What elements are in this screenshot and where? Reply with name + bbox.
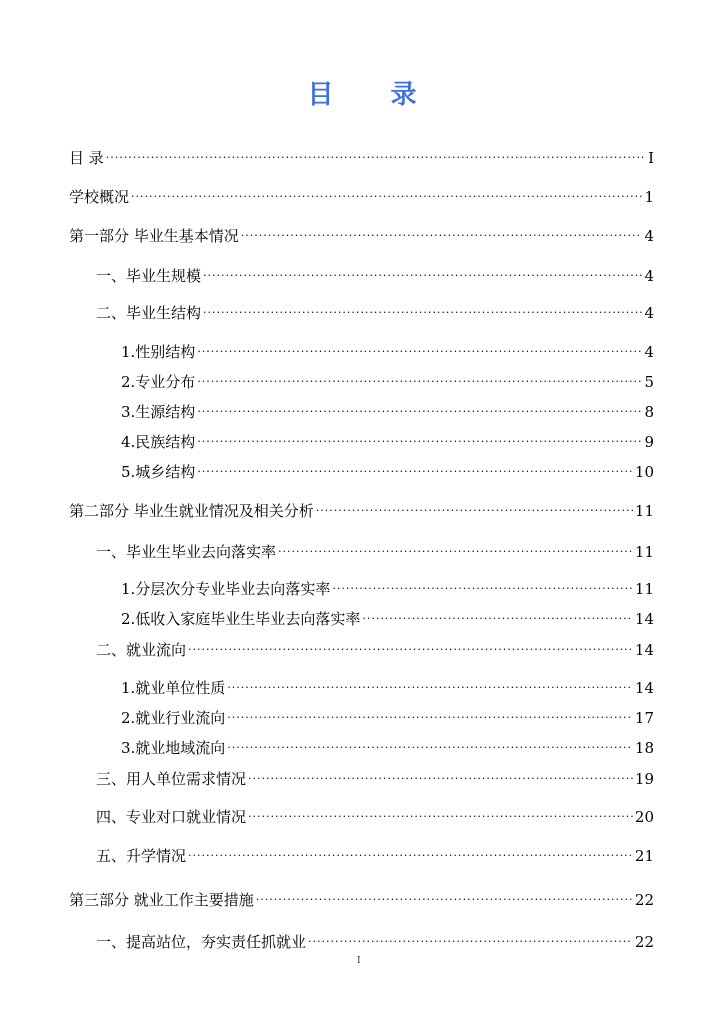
toc-page-number: 10 xyxy=(634,463,654,481)
toc-entry-label: 1.就业单位性质 xyxy=(121,679,226,697)
toc-entry-part-2[interactable] xyxy=(69,496,654,520)
toc-entry-2-2-2[interactable] xyxy=(121,703,654,727)
toc-title: 目 录 xyxy=(307,80,441,110)
toc-entry-label: 第二部分 毕业生就业情况及相关分析 xyxy=(69,502,314,520)
toc-entry-label: 2.就业行业流向 xyxy=(121,709,226,727)
toc-page-number: 14 xyxy=(634,679,654,697)
toc-page-number: 14 xyxy=(634,641,654,659)
toc-page-number: 14 xyxy=(634,610,654,628)
dot-leader xyxy=(227,703,633,723)
toc-page-number: 11 xyxy=(634,543,654,561)
toc-entry-label: 学校概况 xyxy=(69,188,130,206)
toc-page-number: 1 xyxy=(644,188,654,206)
toc-entry-label: 二、就业流向 xyxy=(96,641,187,659)
toc-entry-2-1-1[interactable] xyxy=(121,574,654,598)
toc-entry-1-2-1[interactable] xyxy=(121,337,654,361)
toc-entry-label: 三、用人单位需求情况 xyxy=(96,770,247,788)
dot-leader xyxy=(197,367,642,387)
toc-entry-3-1[interactable] xyxy=(96,927,654,951)
toc-page-number: 8 xyxy=(644,403,654,421)
toc-entry-1-2[interactable] xyxy=(96,298,654,322)
toc-page-number: 22 xyxy=(634,891,654,909)
toc-entry-label: 1.分层次分专业毕业去向落实率 xyxy=(121,580,331,598)
toc-page-number: 11 xyxy=(634,502,654,520)
toc-entry-label: 二、毕业生结构 xyxy=(96,304,202,322)
toc-page-number: 17 xyxy=(634,709,654,727)
dot-leader xyxy=(203,298,642,318)
dot-leader xyxy=(278,537,633,557)
toc-entry-2-3[interactable] xyxy=(96,764,654,788)
toc-page-number: 18 xyxy=(634,739,654,757)
toc-entry-label: 1.性别结构 xyxy=(121,343,196,361)
toc-entry-2-4[interactable] xyxy=(96,802,654,826)
toc-entry-part-3[interactable] xyxy=(69,885,654,909)
toc-entry-label: 第三部分 就业工作主要措施 xyxy=(69,891,254,909)
dot-leader xyxy=(256,885,633,905)
toc-entry-label: 2.专业分布 xyxy=(121,373,196,391)
toc-entry-1-2-3[interactable] xyxy=(121,397,654,421)
toc-page-number: 4 xyxy=(644,267,654,285)
page-footer-number: I xyxy=(357,956,361,966)
toc-page-number: 19 xyxy=(634,770,654,788)
toc-page-number: I xyxy=(648,149,654,167)
dot-leader xyxy=(106,143,646,163)
dot-leader xyxy=(203,261,642,281)
toc-entry-label: 一、毕业生规模 xyxy=(96,267,202,285)
toc-entry-label: 一、提高站位，夯实责任抓就业 xyxy=(96,933,307,951)
dot-leader xyxy=(197,337,642,357)
dot-leader xyxy=(308,927,633,947)
toc-entry-label: 一、毕业生毕业去向落实率 xyxy=(96,543,277,561)
dot-leader xyxy=(227,733,633,753)
dot-leader xyxy=(248,764,633,784)
dot-leader xyxy=(188,635,633,655)
toc-entry-label: 3.就业地域流向 xyxy=(121,739,226,757)
toc-entry-2-5[interactable] xyxy=(96,841,654,865)
toc-entry-contents[interactable] xyxy=(69,143,654,167)
toc-entry-label: 5.城乡结构 xyxy=(121,463,196,481)
toc-entry-1-2-2[interactable] xyxy=(121,367,654,391)
dot-leader xyxy=(188,841,633,861)
toc-entry-label: 4.民族结构 xyxy=(121,433,196,451)
toc-entry-2-2-3[interactable] xyxy=(121,733,654,757)
dot-leader xyxy=(241,221,643,241)
toc-entry-label: 3.生源结构 xyxy=(121,403,196,421)
dot-leader xyxy=(362,604,633,624)
toc-entry-2-1-2[interactable] xyxy=(121,604,654,628)
toc-entry-label: 第一部分 毕业生基本情况 xyxy=(69,227,239,245)
toc-entry-2-2[interactable] xyxy=(96,635,654,659)
toc-entry-school-overview[interactable] xyxy=(69,182,654,206)
toc-entry-2-1[interactable] xyxy=(96,537,654,561)
dot-leader xyxy=(197,457,633,477)
toc-page-number: 22 xyxy=(634,933,654,951)
toc-page-number: 9 xyxy=(644,433,654,451)
toc-page-number: 4 xyxy=(644,343,654,361)
toc-page-number: 5 xyxy=(644,373,654,391)
dot-leader xyxy=(316,496,633,516)
toc-entry-1-1[interactable] xyxy=(96,261,654,285)
toc-page-number: 20 xyxy=(634,808,654,826)
toc-page-number: 21 xyxy=(634,847,654,865)
toc-entry-1-2-4[interactable] xyxy=(121,427,654,451)
dot-leader xyxy=(227,673,633,693)
dot-leader xyxy=(197,397,642,417)
toc-entry-label: 五、升学情况 xyxy=(96,847,187,865)
toc-page-number: 4 xyxy=(644,304,654,322)
toc-entry-part-1[interactable] xyxy=(69,221,654,245)
toc-page-number: 11 xyxy=(634,580,654,598)
toc-entry-2-2-1[interactable] xyxy=(121,673,654,697)
dot-leader xyxy=(197,427,642,447)
dot-leader xyxy=(248,802,633,822)
toc-entry-label: 目 录 xyxy=(69,149,104,167)
dot-leader xyxy=(332,574,633,594)
dot-leader xyxy=(131,182,642,202)
toc-entry-1-2-5[interactable] xyxy=(121,457,654,481)
toc-entry-label: 2.低收入家庭毕业生毕业去向落实率 xyxy=(121,610,361,628)
toc-entry-label: 四、专业对口就业情况 xyxy=(96,808,247,826)
toc-page-number: 4 xyxy=(644,227,654,245)
